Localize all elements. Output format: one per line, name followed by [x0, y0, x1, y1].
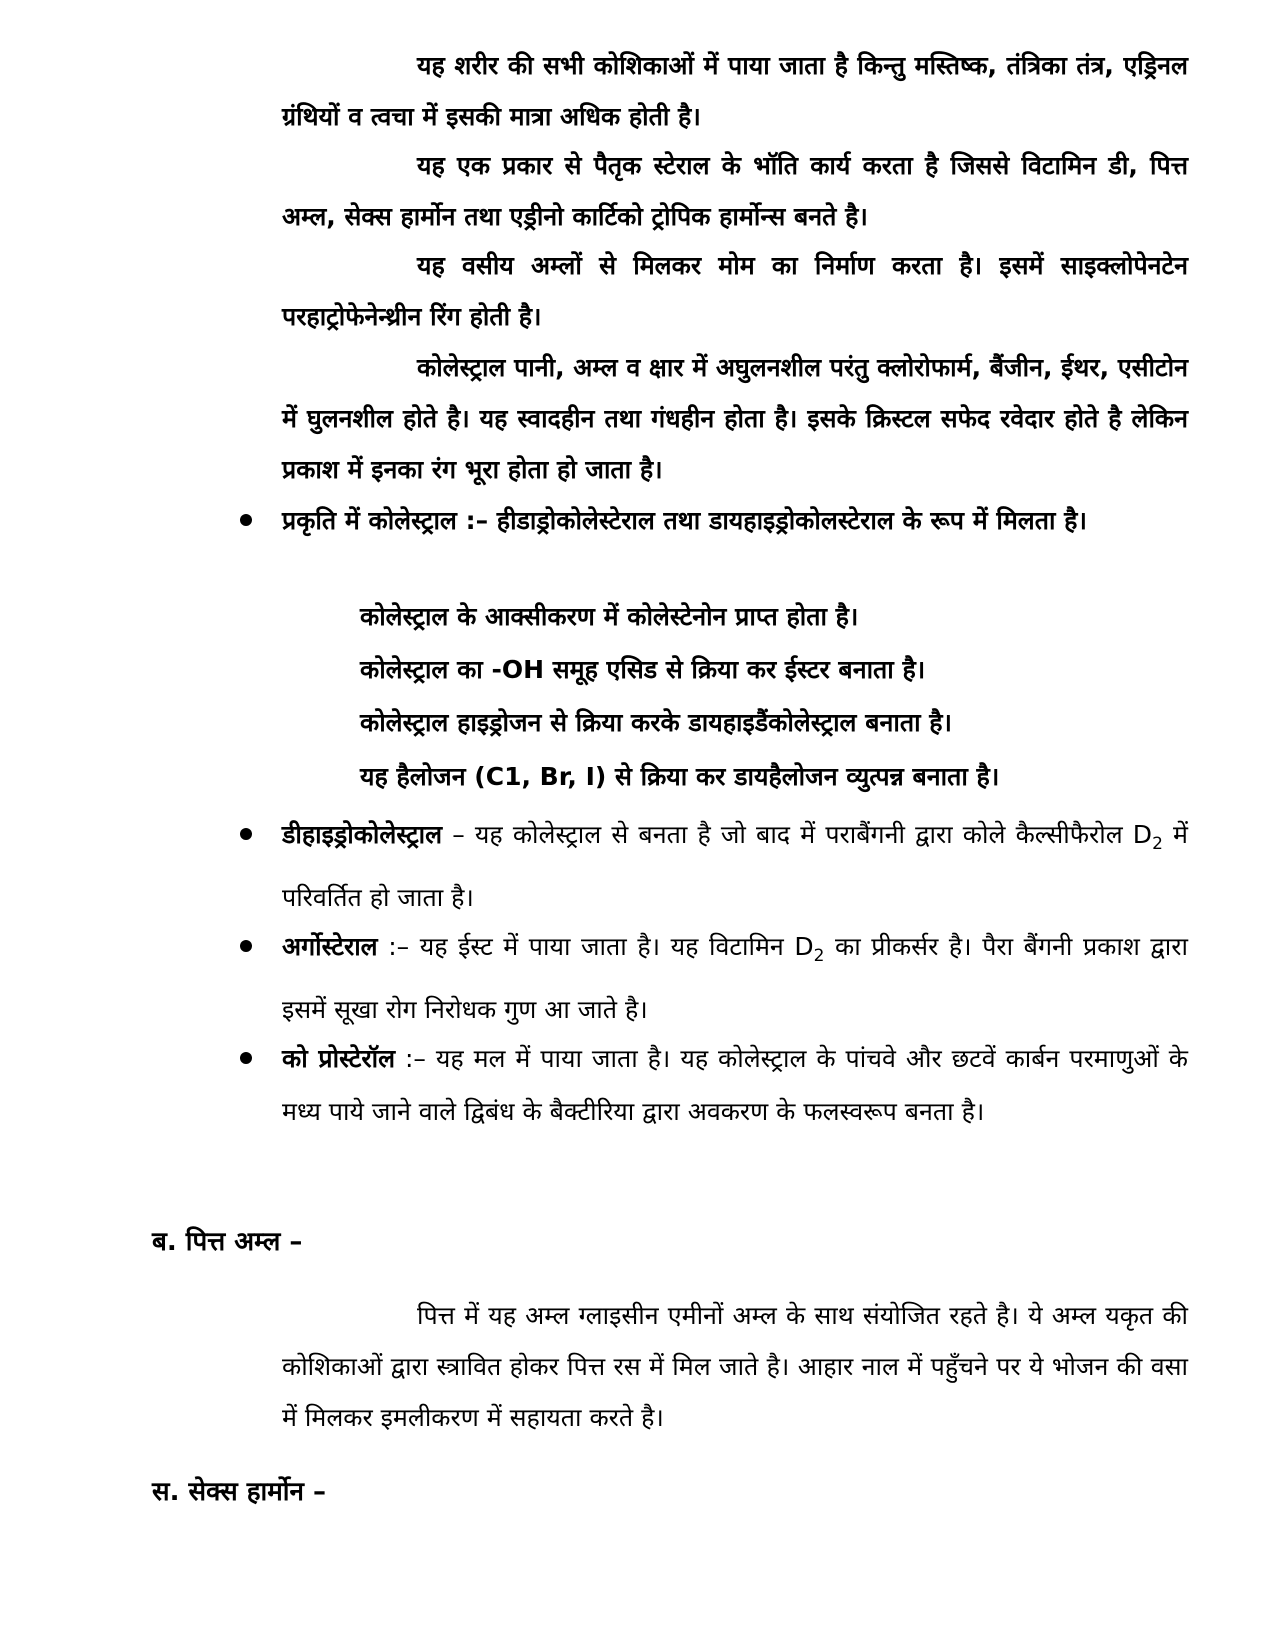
bullet-icon [240, 514, 252, 526]
intro-paragraph-4: कोलेस्ट्राल पानी, अम्ल व क्षार में अघुलनशील परंतु क्लोरोफार्म, बैंजीन, ईथर, एसीटोन में घुलनशील होते है। यह स्वादहीन तथा गंधहीन होता है। इसके क्रिस्टल सफेद रवेदार होते है लेकिन प्रकाश में इनका रंग भूरा होता हो जाता है। [282, 353, 1188, 484]
bullet-dehydrocholesterol [240, 808, 1188, 924]
bullet-term: अर्गोस्टेराल [282, 932, 378, 961]
intro-paragraph-1: यह शरीर की सभी कोशिकाओं में पाया जाता है किन्तु मस्तिष्क, तंत्रिका तंत्र, एड्रिनल ग्रंथियों व त्वचा में इसकी मात्रा अधिक होती है। [282, 51, 1188, 131]
intro-paragraph-3: यह वसीय अम्लों से मिलकर मोम का निर्माण करता है। इसमें साइक्लोपेनटेन परहाट्रोफेनेन्थ्रीन रिंग होती है। [282, 251, 1188, 331]
bullet-desc-after: का प्रीकर्सर है। पैरा बैंगनी प्रकाश द्वारा इसमें सूखा रोग निरोधक गुण आ जाते है। [282, 932, 1188, 1024]
bullet-term: डीहाइड्रोकोलेस्ट्राल [282, 820, 443, 849]
bullet-desc-before: – यह कोलेस्ट्राल से बनता है जो बाद में पराबैंगनी द्वारा कोले कैल्सीफैरोल D [442, 820, 1153, 849]
bullet-text [282, 920, 1188, 1036]
bullet-text [282, 1032, 1188, 1138]
bullet-desc: :– हीडाड्रोकोलेस्टेराल तथा डायहाइड्रोकोलस्टेराल के रूप में मिलता है। [456, 506, 1087, 535]
bile-acid-paragraph: पित्त में यह अम्ल ग्लाइसीन एमीनों अम्ल के साथ संयोजित रहते है। ये अम्ल यकृत की कोशिकाओं द्वारा स्त्रावित होकर पित्त रस में मिल जाते है। आहार नाल में पहुँचने पर ये भोजन की वसा में मिलकर इमलीकरण में सहायता करते है। [282, 1301, 1188, 1432]
reaction-line-4: यह हैलोजन (C1, Br, I) से क्रिया कर डायहैलोजन व्युत्पन्न बनाता है। [360, 762, 1000, 791]
bullet-ergosterol [240, 920, 1188, 1036]
subscript: 2 [1152, 834, 1163, 854]
bullet-nature-cholesterol [240, 494, 1188, 547]
bullet-icon [240, 1052, 252, 1064]
bullet-term: को प्रोस्टेरॉल [282, 1044, 396, 1073]
section-heading-bile-acid: ब. पित्त अम्ल – [152, 1227, 303, 1257]
bullet-term: प्रकृति में कोलेस्ट्राल [282, 506, 457, 535]
bullet-icon [240, 828, 252, 840]
section-heading-sex-hormone: स. सेक्स हार्मोन – [152, 1477, 327, 1507]
bullet-text [282, 494, 1188, 547]
bullet-desc-before: :– यह ईस्ट में पाया जाता है। यह विटामिन D [377, 932, 814, 961]
intro-paragraph-2: यह एक प्रकार से पैतृक स्टेराल के भॉति कार्य करता है जिससे विटामिन डी, पित्त अम्ल, सेक्स हार्मोन तथा एड्रीनो कार्टिको ट्रोपिक हार्मोन्स बनते है। [282, 151, 1188, 231]
reaction-line-3: कोलेस्ट्राल हाइड्रोजन से क्रिया करके डायहाइडैंकोलेस्ट्राल बनाता है। [360, 708, 953, 737]
bullet-coprosterol [240, 1032, 1188, 1138]
bullet-icon [240, 940, 252, 952]
bullet-desc: :– यह मल में पाया जाता है। यह कोलेस्ट्राल के पांचवे और छटवें कार्बन परमाणुओं के मध्य पाये जाने वाले द्विबंध के बैक्टीरिया द्वारा अवकरण के फलस्वरूप बनता है। [282, 1044, 1188, 1126]
reaction-line-1: कोलेस्ट्राल के आक्सीकरण में कोलेस्टेनोन प्राप्त होता है। [360, 602, 859, 631]
bullet-desc-after: में परिवर्तित हो जाता है। [282, 820, 1188, 912]
subscript: 2 [813, 946, 825, 966]
bullet-text [282, 808, 1188, 924]
reaction-line-2: कोलेस्ट्राल का -OH समूह एसिड से क्रिया कर ईस्टर बनाता है। [360, 655, 926, 684]
